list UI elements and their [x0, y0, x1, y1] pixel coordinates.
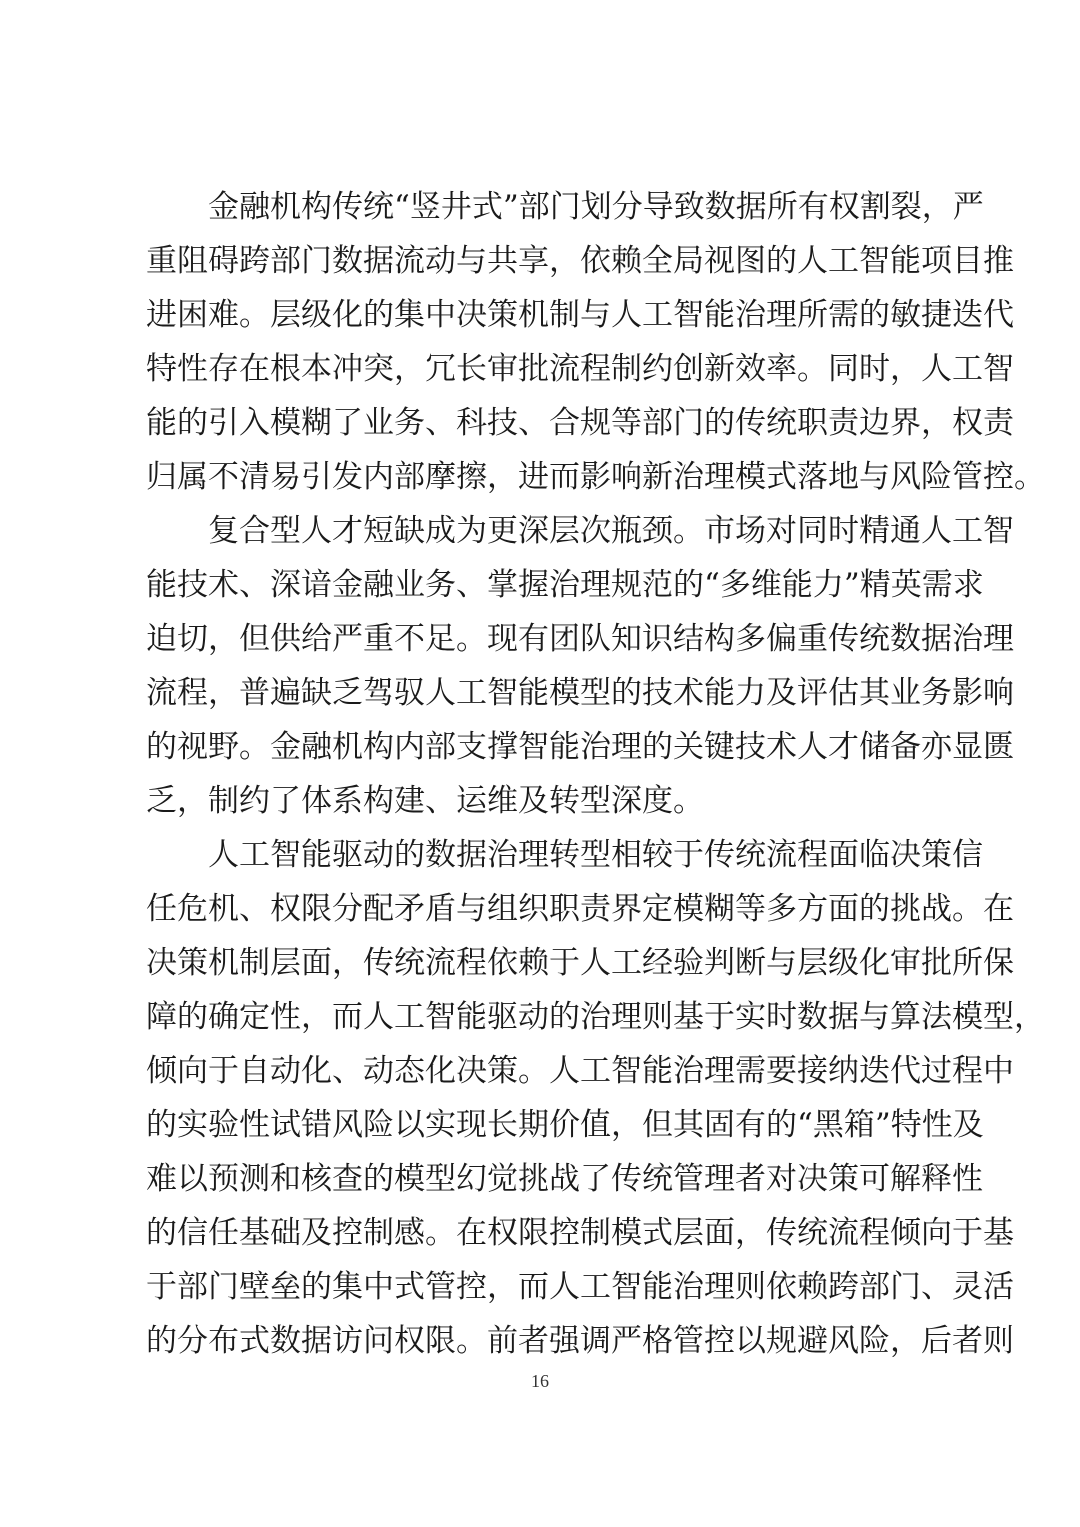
paragraph-line: 的实验性试错风险以实现长期价值，但其固有的“黑箱”特性及: [146, 1107, 984, 1143]
paragraph-line: 人工智能驱动的数据治理转型相较于传统流程面临决策信: [208, 837, 983, 873]
paragraph-line: 倾向于自动化、动态化决策。人工智能治理需要接纳迭代过程中: [146, 1053, 1014, 1089]
page-number: 16: [531, 1371, 549, 1391]
paragraph-1: [146, 180, 1045, 504]
paragraph-line: 能技术、深谙金融业务、掌握治理规范的“多维能力”精英需求: [146, 567, 984, 603]
paragraph-line: 特性存在根本冲突，冗长审批流程制约创新效率。同时，人工智: [146, 351, 1014, 387]
paragraph-line: 障的确定性，而人工智能驱动的治理则基于实时数据与算法模型，: [146, 999, 1045, 1035]
paragraph-line: 决策机制层面，传统流程依赖于人工经验判断与层级化审批所保: [146, 945, 1014, 981]
paragraph-line: 进困难。层级化的集中决策机制与人工智能治理所需的敏捷迭代: [146, 297, 1014, 333]
paragraph-line: 难以预测和核查的模型幻觉挑战了传统管理者对决策可解释性: [146, 1161, 983, 1197]
paragraph-2: [146, 504, 1014, 828]
paragraph-line: 复合型人才短缺成为更深层次瓶颈。市场对同时精通人工智: [208, 513, 1014, 549]
paragraph-line: 能的引入模糊了业务、科技、合规等部门的传统职责边界，权责: [146, 405, 1014, 441]
paragraph-line: 于部门壁垒的集中式管控，而人工智能治理则依赖跨部门、灵活: [146, 1269, 1014, 1305]
paragraph-3: [146, 828, 1045, 1368]
paragraph-line: 迫切，但供给严重不足。现有团队知识结构多偏重传统数据治理: [146, 621, 1014, 657]
paragraph-line: 的视野。金融机构内部支撑智能治理的关键技术人才储备亦显匮: [146, 729, 1014, 765]
paragraph-line: 归属不清易引发内部摩擦，进而影响新治理模式落地与风险管控。: [146, 459, 1045, 495]
paragraph-line: 金融机构传统“竖井式”部门划分导致数据所有权割裂，严: [208, 189, 984, 225]
paragraph-line: 的分布式数据访问权限。前者强调严格管控以规避风险，后者则: [146, 1323, 1014, 1359]
paragraph-line: 乏，制约了体系构建、运维及转型深度。: [146, 783, 704, 819]
body-text: [146, 180, 1045, 1368]
paragraph-line: 的信任基础及控制感。在权限控制模式层面，传统流程倾向于基: [146, 1215, 1014, 1251]
paragraph-line: 任危机、权限分配矛盾与组织职责界定模糊等多方面的挑战。在: [146, 891, 1014, 927]
paragraph-line: 重阻碍跨部门数据流动与共享，依赖全局视图的人工智能项目推: [146, 243, 1014, 279]
paragraph-line: 流程，普遍缺乏驾驭人工智能模型的技术能力及评估其业务影响: [146, 675, 1014, 711]
